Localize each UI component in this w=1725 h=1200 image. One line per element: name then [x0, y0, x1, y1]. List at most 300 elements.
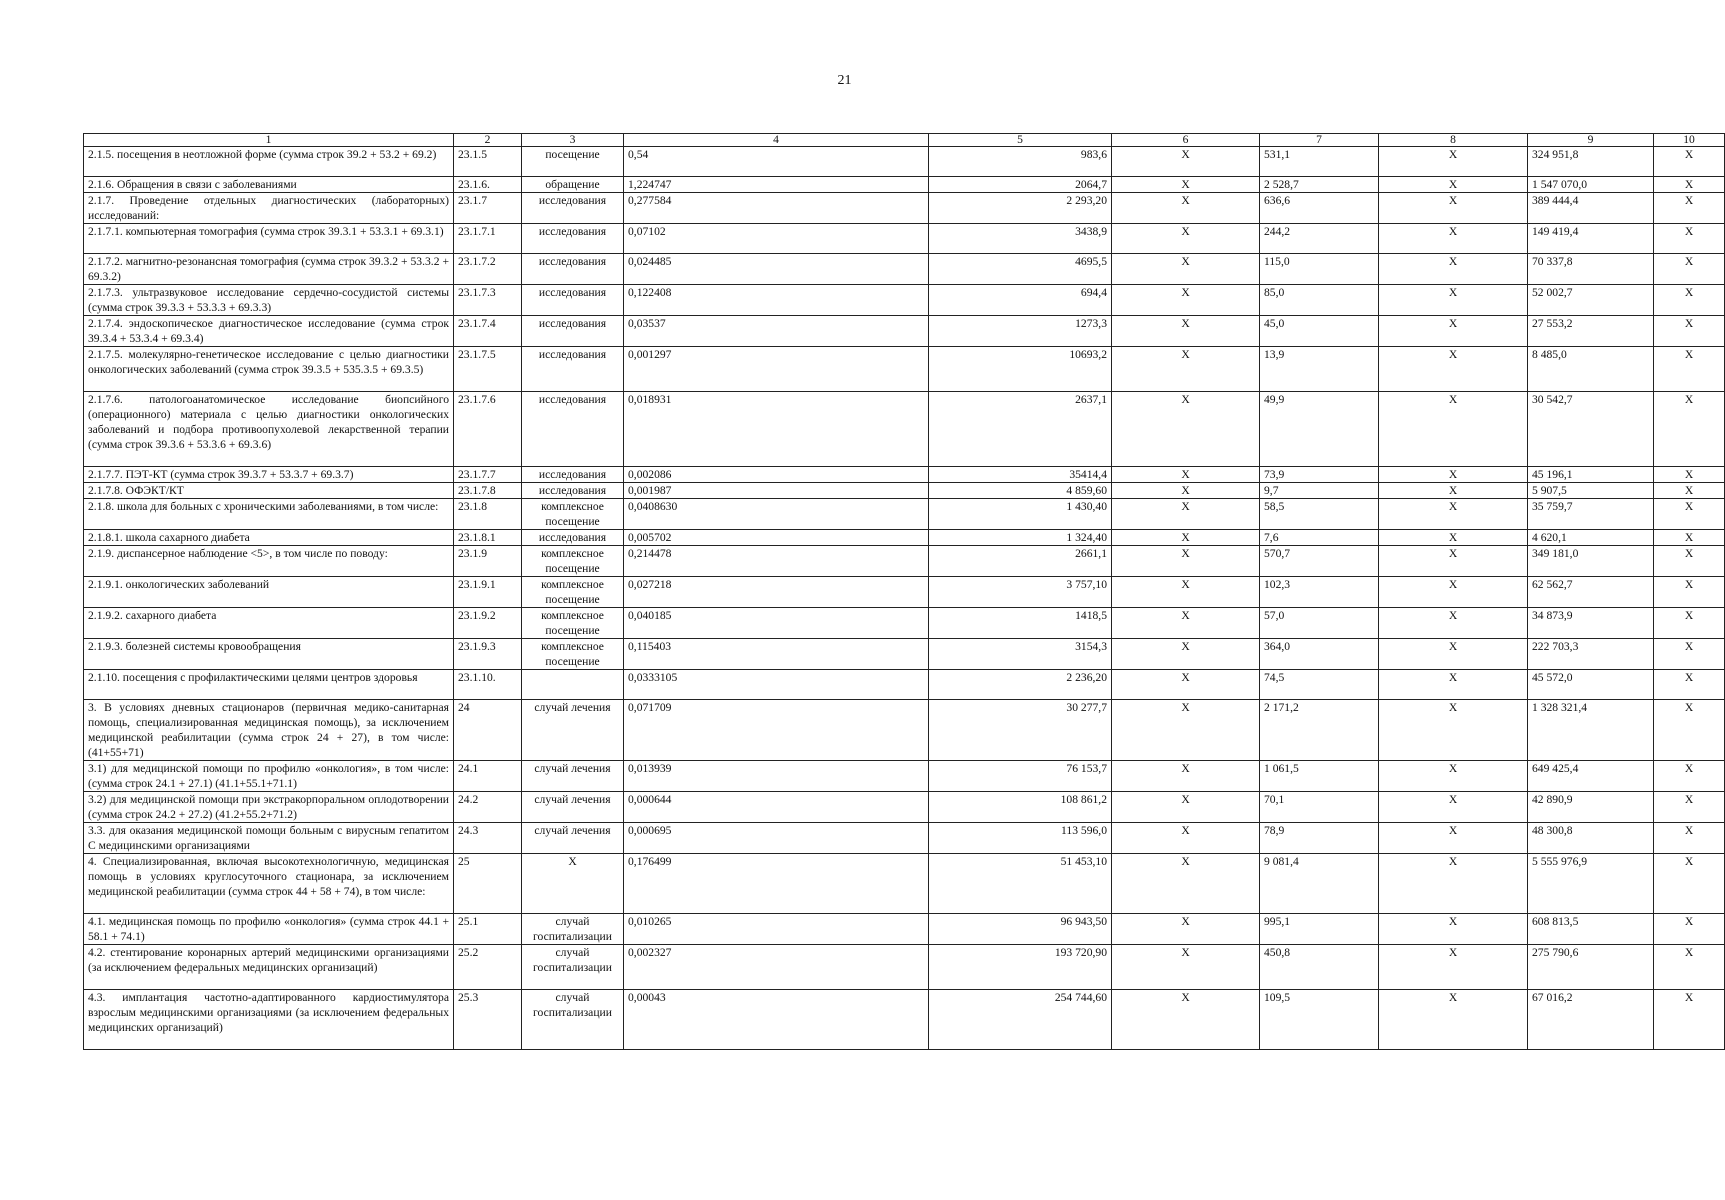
value-col-5: 1 324,40: [929, 530, 1112, 546]
value-col-4: 0,027218: [624, 577, 929, 608]
value-col-8: X: [1379, 193, 1528, 224]
value-col-9: 34 873,9: [1528, 608, 1654, 639]
table-row: [84, 177, 1725, 193]
value-col-7: 57,0: [1260, 608, 1379, 639]
value-col-8: X: [1379, 483, 1528, 499]
value-col-6: X: [1112, 316, 1260, 347]
value-col-7: 450,8: [1260, 945, 1379, 990]
value-col-8: X: [1379, 854, 1528, 914]
value-col-6: X: [1112, 530, 1260, 546]
tariff-table: [83, 133, 1725, 1050]
unit-of-measure: случай лечения: [522, 761, 624, 792]
value-col-4: 0,024485: [624, 254, 929, 285]
value-col-10: X: [1654, 792, 1725, 823]
value-col-9: 35 759,7: [1528, 499, 1654, 530]
row-description: 2.1.7. Проведение отдельных диагностических (лабораторных) исследований:: [84, 193, 454, 224]
value-col-7: 115,0: [1260, 254, 1379, 285]
value-col-7: 2 528,7: [1260, 177, 1379, 193]
value-col-6: X: [1112, 761, 1260, 792]
row-code: 23.1.7.7: [454, 467, 522, 483]
table-row: [84, 792, 1725, 823]
row-description: 2.1.8. школа для больных с хроническими заболеваниями, в том числе:: [84, 499, 454, 530]
value-col-6: X: [1112, 914, 1260, 945]
row-description: 3.1) для медицинской помощи по профилю «онкология», в том числе: (сумма строк 24.1 + 27.1) (41.1+55.1+71.1): [84, 761, 454, 792]
value-col-8: X: [1379, 285, 1528, 316]
unit-of-measure: случай госпитализации: [522, 990, 624, 1050]
row-description: 3. В условиях дневных стационаров (первичная медико-санитарная помощь, специализированная медицинская помощь), за исключением медицинской реабилитации (сумма строк 24 + 27), в том числе: (41+55+71): [84, 700, 454, 761]
table-row: [84, 285, 1725, 316]
value-col-10: X: [1654, 483, 1725, 499]
unit-of-measure: случай госпитализации: [522, 914, 624, 945]
unit-of-measure: комплексное посещение: [522, 499, 624, 530]
row-description: 2.1.9.3. болезней системы кровообращения: [84, 639, 454, 670]
value-col-6: X: [1112, 823, 1260, 854]
value-col-5: 96 943,50: [929, 914, 1112, 945]
value-col-8: X: [1379, 392, 1528, 467]
unit-of-measure: исследования: [522, 392, 624, 467]
value-col-6: X: [1112, 854, 1260, 914]
table-row: [84, 147, 1725, 177]
value-col-9: 45 572,0: [1528, 670, 1654, 700]
value-col-9: 62 562,7: [1528, 577, 1654, 608]
row-code: 25.3: [454, 990, 522, 1050]
value-col-5: 10693,2: [929, 347, 1112, 392]
value-col-6: X: [1112, 499, 1260, 530]
row-code: 23.1.8.1: [454, 530, 522, 546]
value-col-6: X: [1112, 285, 1260, 316]
value-col-9: 389 444,4: [1528, 193, 1654, 224]
value-col-10: X: [1654, 577, 1725, 608]
row-code: 23.1.10.: [454, 670, 522, 700]
row-code: 23.1.7: [454, 193, 522, 224]
value-col-7: 1 061,5: [1260, 761, 1379, 792]
value-col-8: X: [1379, 823, 1528, 854]
value-col-7: 636,6: [1260, 193, 1379, 224]
value-col-10: X: [1654, 392, 1725, 467]
value-col-10: X: [1654, 347, 1725, 392]
value-col-4: 0,54: [624, 147, 929, 177]
table-row: [84, 483, 1725, 499]
value-col-10: X: [1654, 761, 1725, 792]
row-description: 2.1.9. диспансерное наблюдение <5>, в том числе по поводу:: [84, 546, 454, 577]
value-col-4: 0,00043: [624, 990, 929, 1050]
table-row: [84, 193, 1725, 224]
value-col-5: 694,4: [929, 285, 1112, 316]
value-col-4: 0,07102: [624, 224, 929, 254]
table-row: [84, 254, 1725, 285]
value-col-4: 0,000695: [624, 823, 929, 854]
value-col-7: 78,9: [1260, 823, 1379, 854]
row-description: 2.1.7.4. эндоскопическое диагностическое исследование (сумма строк 39.3.4 + 53.3.4 + 69.3.4): [84, 316, 454, 347]
value-col-10: X: [1654, 193, 1725, 224]
table-row: [84, 639, 1725, 670]
value-col-5: 983,6: [929, 147, 1112, 177]
value-col-6: X: [1112, 392, 1260, 467]
value-col-7: 570,7: [1260, 546, 1379, 577]
value-col-10: X: [1654, 914, 1725, 945]
value-col-5: 2 293,20: [929, 193, 1112, 224]
column-number: 5: [929, 134, 1112, 147]
unit-of-measure: случай лечения: [522, 792, 624, 823]
table-row: [84, 990, 1725, 1050]
column-number: 4: [624, 134, 929, 147]
value-col-6: X: [1112, 254, 1260, 285]
value-col-9: 275 790,6: [1528, 945, 1654, 990]
value-col-4: 0,071709: [624, 700, 929, 761]
table-row: [84, 608, 1725, 639]
value-col-8: X: [1379, 177, 1528, 193]
value-col-6: X: [1112, 483, 1260, 499]
column-number: 10: [1654, 134, 1725, 147]
unit-of-measure: X: [522, 854, 624, 914]
value-col-5: 2 236,20: [929, 670, 1112, 700]
table-row: [84, 467, 1725, 483]
unit-of-measure: исследования: [522, 193, 624, 224]
value-col-10: X: [1654, 224, 1725, 254]
value-col-5: 2661,1: [929, 546, 1112, 577]
column-number: 7: [1260, 134, 1379, 147]
unit-of-measure: случай лечения: [522, 700, 624, 761]
value-col-5: 4 859,60: [929, 483, 1112, 499]
value-col-8: X: [1379, 700, 1528, 761]
value-col-9: 1 328 321,4: [1528, 700, 1654, 761]
row-description: 2.1.7.2. магнитно-резонансная томография (сумма строк 39.3.2 + 53.3.2 + 69.3.2): [84, 254, 454, 285]
table-row: [84, 347, 1725, 392]
value-col-6: X: [1112, 147, 1260, 177]
value-col-9: 48 300,8: [1528, 823, 1654, 854]
column-number: 1: [84, 134, 454, 147]
value-col-8: X: [1379, 499, 1528, 530]
unit-of-measure: комплексное посещение: [522, 639, 624, 670]
value-col-4: 0,013939: [624, 761, 929, 792]
value-col-9: 149 419,4: [1528, 224, 1654, 254]
row-code: 23.1.8: [454, 499, 522, 530]
value-col-4: 0,277584: [624, 193, 929, 224]
table-row: [84, 530, 1725, 546]
value-col-4: 0,001297: [624, 347, 929, 392]
value-col-6: X: [1112, 945, 1260, 990]
unit-of-measure: [522, 670, 624, 700]
value-col-10: X: [1654, 499, 1725, 530]
value-col-6: X: [1112, 347, 1260, 392]
value-col-8: X: [1379, 577, 1528, 608]
value-col-4: 0,001987: [624, 483, 929, 499]
value-col-4: 0,002086: [624, 467, 929, 483]
value-col-9: 349 181,0: [1528, 546, 1654, 577]
value-col-4: 0,0408630: [624, 499, 929, 530]
value-col-7: 109,5: [1260, 990, 1379, 1050]
value-col-6: X: [1112, 577, 1260, 608]
value-col-10: X: [1654, 608, 1725, 639]
value-col-10: X: [1654, 670, 1725, 700]
table-row: [84, 499, 1725, 530]
value-col-9: 70 337,8: [1528, 254, 1654, 285]
value-col-7: 995,1: [1260, 914, 1379, 945]
value-col-8: X: [1379, 639, 1528, 670]
value-col-4: 0,010265: [624, 914, 929, 945]
row-description: 4. Специализированная, включая высокотехнологичную, медицинская помощь в условиях круглосуточного стационара, за исключением медицинской реабилитации (сумма строк 44 + 58 + 74), в том числе:: [84, 854, 454, 914]
value-col-9: 52 002,7: [1528, 285, 1654, 316]
row-code: 23.1.9.2: [454, 608, 522, 639]
table-row: [84, 546, 1725, 577]
row-description: 2.1.9.2. сахарного диабета: [84, 608, 454, 639]
value-col-4: 0,122408: [624, 285, 929, 316]
row-code: 23.1.9.3: [454, 639, 522, 670]
value-col-9: 4 620,1: [1528, 530, 1654, 546]
value-col-7: 85,0: [1260, 285, 1379, 316]
value-col-4: 0,018931: [624, 392, 929, 467]
value-col-8: X: [1379, 945, 1528, 990]
row-code: 23.1.7.6: [454, 392, 522, 467]
row-code: 23.1.7.5: [454, 347, 522, 392]
value-col-8: X: [1379, 670, 1528, 700]
value-col-5: 193 720,90: [929, 945, 1112, 990]
value-col-6: X: [1112, 467, 1260, 483]
value-col-8: X: [1379, 761, 1528, 792]
row-description: 2.1.7.8. ОФЭКТ/КТ: [84, 483, 454, 499]
value-col-4: 0,176499: [624, 854, 929, 914]
value-col-4: 0,040185: [624, 608, 929, 639]
value-col-9: 649 425,4: [1528, 761, 1654, 792]
column-number: 6: [1112, 134, 1260, 147]
row-code: 25.1: [454, 914, 522, 945]
value-col-7: 70,1: [1260, 792, 1379, 823]
value-col-5: 1418,5: [929, 608, 1112, 639]
table-row: [84, 854, 1725, 914]
row-code: 23.1.6.: [454, 177, 522, 193]
value-col-10: X: [1654, 700, 1725, 761]
row-code: 23.1.7.1: [454, 224, 522, 254]
value-col-6: X: [1112, 639, 1260, 670]
unit-of-measure: случай лечения: [522, 823, 624, 854]
value-col-5: 35414,4: [929, 467, 1112, 483]
row-code: 23.1.9.1: [454, 577, 522, 608]
column-number: 9: [1528, 134, 1654, 147]
unit-of-measure: комплексное посещение: [522, 546, 624, 577]
value-col-8: X: [1379, 347, 1528, 392]
row-description: 2.1.7.3. ультразвуковое исследование сердечно-сосудистой системы (сумма строк 39.3.3 + 53.3.3 + 69.3.3): [84, 285, 454, 316]
row-description: 4.1. медицинская помощь по профилю «онкология» (сумма строк 44.1 + 58.1 + 74.1): [84, 914, 454, 945]
value-col-9: 222 703,3: [1528, 639, 1654, 670]
row-description: 2.1.7.5. молекулярно-генетическое исследование с целью диагностики онкологических заболеваний (сумма строк 39.3.5 + 535.3.5 + 69.3.5): [84, 347, 454, 392]
value-col-10: X: [1654, 639, 1725, 670]
row-description: 2.1.7.1. компьютерная томография (сумма строк 39.3.1 + 53.3.1 + 69.3.1): [84, 224, 454, 254]
unit-of-measure: исследования: [522, 224, 624, 254]
value-col-9: 5 907,5: [1528, 483, 1654, 499]
row-description: 2.1.10. посещения с профилактическими целями центров здоровья: [84, 670, 454, 700]
table-row: [84, 823, 1725, 854]
value-col-9: 27 553,2: [1528, 316, 1654, 347]
unit-of-measure: обращение: [522, 177, 624, 193]
value-col-6: X: [1112, 670, 1260, 700]
row-code: 24.2: [454, 792, 522, 823]
row-code: 24.1: [454, 761, 522, 792]
value-col-7: 49,9: [1260, 392, 1379, 467]
value-col-6: X: [1112, 224, 1260, 254]
row-code: 23.1.7.3: [454, 285, 522, 316]
unit-of-measure: исследования: [522, 285, 624, 316]
row-description: 2.1.6. Обращения в связи с заболеваниями: [84, 177, 454, 193]
value-col-10: X: [1654, 147, 1725, 177]
value-col-5: 3154,3: [929, 639, 1112, 670]
value-col-4: 0,115403: [624, 639, 929, 670]
table-row: [84, 224, 1725, 254]
value-col-8: X: [1379, 467, 1528, 483]
value-col-5: 76 153,7: [929, 761, 1112, 792]
value-col-6: X: [1112, 608, 1260, 639]
value-col-5: 1 430,40: [929, 499, 1112, 530]
row-code: 23.1.7.4: [454, 316, 522, 347]
table-row: [84, 700, 1725, 761]
value-col-9: 608 813,5: [1528, 914, 1654, 945]
value-col-9: 1 547 070,0: [1528, 177, 1654, 193]
value-col-4: 0,214478: [624, 546, 929, 577]
value-col-8: X: [1379, 608, 1528, 639]
value-col-5: 2637,1: [929, 392, 1112, 467]
value-col-8: X: [1379, 792, 1528, 823]
value-col-6: X: [1112, 546, 1260, 577]
page-number: 21: [837, 73, 852, 88]
row-code: 25.2: [454, 945, 522, 990]
value-col-10: X: [1654, 177, 1725, 193]
table-row: [84, 761, 1725, 792]
value-col-7: 2 171,2: [1260, 700, 1379, 761]
value-col-8: X: [1379, 546, 1528, 577]
value-col-8: X: [1379, 530, 1528, 546]
value-col-9: 30 542,7: [1528, 392, 1654, 467]
row-code: 25: [454, 854, 522, 914]
unit-of-measure: комплексное посещение: [522, 608, 624, 639]
value-col-5: 3438,9: [929, 224, 1112, 254]
unit-of-measure: исследования: [522, 483, 624, 499]
row-code: 24: [454, 700, 522, 761]
value-col-9: 324 951,8: [1528, 147, 1654, 177]
value-col-6: X: [1112, 990, 1260, 1050]
table-row: [84, 392, 1725, 467]
row-description: 2.1.8.1. школа сахарного диабета: [84, 530, 454, 546]
value-col-4: 0,03537: [624, 316, 929, 347]
value-col-10: X: [1654, 467, 1725, 483]
table-row: [84, 914, 1725, 945]
value-col-7: 9 081,4: [1260, 854, 1379, 914]
value-col-10: X: [1654, 945, 1725, 990]
value-col-6: X: [1112, 700, 1260, 761]
value-col-5: 4695,5: [929, 254, 1112, 285]
value-col-8: X: [1379, 990, 1528, 1050]
value-col-8: X: [1379, 254, 1528, 285]
value-col-7: 102,3: [1260, 577, 1379, 608]
value-col-6: X: [1112, 792, 1260, 823]
value-col-5: 113 596,0: [929, 823, 1112, 854]
table-row: [84, 577, 1725, 608]
row-description: 3.2) для медицинской помощи при экстракорпоральном оплодотворении (сумма строк 24.2 + 27.2) (41.2+55.2+71.2): [84, 792, 454, 823]
value-col-6: X: [1112, 177, 1260, 193]
value-col-4: 1,224747: [624, 177, 929, 193]
value-col-4: 0,000644: [624, 792, 929, 823]
value-col-7: 45,0: [1260, 316, 1379, 347]
unit-of-measure: исследования: [522, 316, 624, 347]
value-col-7: 9,7: [1260, 483, 1379, 499]
value-col-7: 13,9: [1260, 347, 1379, 392]
value-col-4: 0,005702: [624, 530, 929, 546]
value-col-8: X: [1379, 224, 1528, 254]
unit-of-measure: исследования: [522, 530, 624, 546]
value-col-9: 67 016,2: [1528, 990, 1654, 1050]
unit-of-measure: исследования: [522, 467, 624, 483]
value-col-7: 364,0: [1260, 639, 1379, 670]
value-col-7: 74,5: [1260, 670, 1379, 700]
value-col-5: 2064,7: [929, 177, 1112, 193]
value-col-9: 45 196,1: [1528, 467, 1654, 483]
table-row: [84, 316, 1725, 347]
value-col-7: 531,1: [1260, 147, 1379, 177]
row-description: 2.1.7.7. ПЭТ-КТ (сумма строк 39.3.7 + 53.3.7 + 69.3.7): [84, 467, 454, 483]
value-col-5: 3 757,10: [929, 577, 1112, 608]
unit-of-measure: комплексное посещение: [522, 577, 624, 608]
column-number: 2: [454, 134, 522, 147]
row-description: 2.1.9.1. онкологических заболеваний: [84, 577, 454, 608]
value-col-10: X: [1654, 285, 1725, 316]
value-col-6: X: [1112, 193, 1260, 224]
row-description: 2.1.7.6. патологоанатомическое исследование биопсийного (операционного) материала с целью диагностики онкологических заболеваний и подбора противоопухолевой лекарственной терапии (сумма строк 39.3.6 + 53.3.6 + 69.3.6): [84, 392, 454, 467]
value-col-4: 0,002327: [624, 945, 929, 990]
column-number-row: [84, 134, 1725, 147]
row-description: 4.2. стентирование коронарных артерий медицинскими организациями (за исключением федеральных медицинских организаций): [84, 945, 454, 990]
value-col-10: X: [1654, 530, 1725, 546]
table-row: [84, 670, 1725, 700]
column-number: 8: [1379, 134, 1528, 147]
row-description: 4.3. имплантация частотно-адаптированного кардиостимулятора взрослым медицинскими организациями (за исключением федеральных медицинских организаций): [84, 990, 454, 1050]
column-number: 3: [522, 134, 624, 147]
row-code: 23.1.7.8: [454, 483, 522, 499]
value-col-7: 7,6: [1260, 530, 1379, 546]
unit-of-measure: исследования: [522, 254, 624, 285]
row-description: 3.3. для оказания медицинской помощи больным с вирусным гепатитом С медицинскими организациями: [84, 823, 454, 854]
value-col-7: 73,9: [1260, 467, 1379, 483]
row-code: 23.1.7.2: [454, 254, 522, 285]
value-col-9: 8 485,0: [1528, 347, 1654, 392]
table-row: [84, 945, 1725, 990]
unit-of-measure: посещение: [522, 147, 624, 177]
value-col-7: 244,2: [1260, 224, 1379, 254]
value-col-10: X: [1654, 854, 1725, 914]
value-col-10: X: [1654, 254, 1725, 285]
unit-of-measure: исследования: [522, 347, 624, 392]
row-code: 23.1.9: [454, 546, 522, 577]
value-col-9: 5 555 976,9: [1528, 854, 1654, 914]
value-col-5: 254 744,60: [929, 990, 1112, 1050]
value-col-10: X: [1654, 823, 1725, 854]
value-col-10: X: [1654, 990, 1725, 1050]
value-col-5: 108 861,2: [929, 792, 1112, 823]
value-col-7: 58,5: [1260, 499, 1379, 530]
row-description: 2.1.5. посещения в неотложной форме (сумма строк 39.2 + 53.2 + 69.2): [84, 147, 454, 177]
unit-of-measure: случай госпитализации: [522, 945, 624, 990]
table-body: [84, 134, 1725, 1050]
value-col-10: X: [1654, 546, 1725, 577]
row-code: 23.1.5: [454, 147, 522, 177]
value-col-9: 42 890,9: [1528, 792, 1654, 823]
value-col-4: 0,0333105: [624, 670, 929, 700]
value-col-10: X: [1654, 316, 1725, 347]
value-col-5: 51 453,10: [929, 854, 1112, 914]
value-col-5: 1273,3: [929, 316, 1112, 347]
value-col-5: 30 277,7: [929, 700, 1112, 761]
value-col-8: X: [1379, 316, 1528, 347]
value-col-8: X: [1379, 914, 1528, 945]
value-col-8: X: [1379, 147, 1528, 177]
row-code: 24.3: [454, 823, 522, 854]
